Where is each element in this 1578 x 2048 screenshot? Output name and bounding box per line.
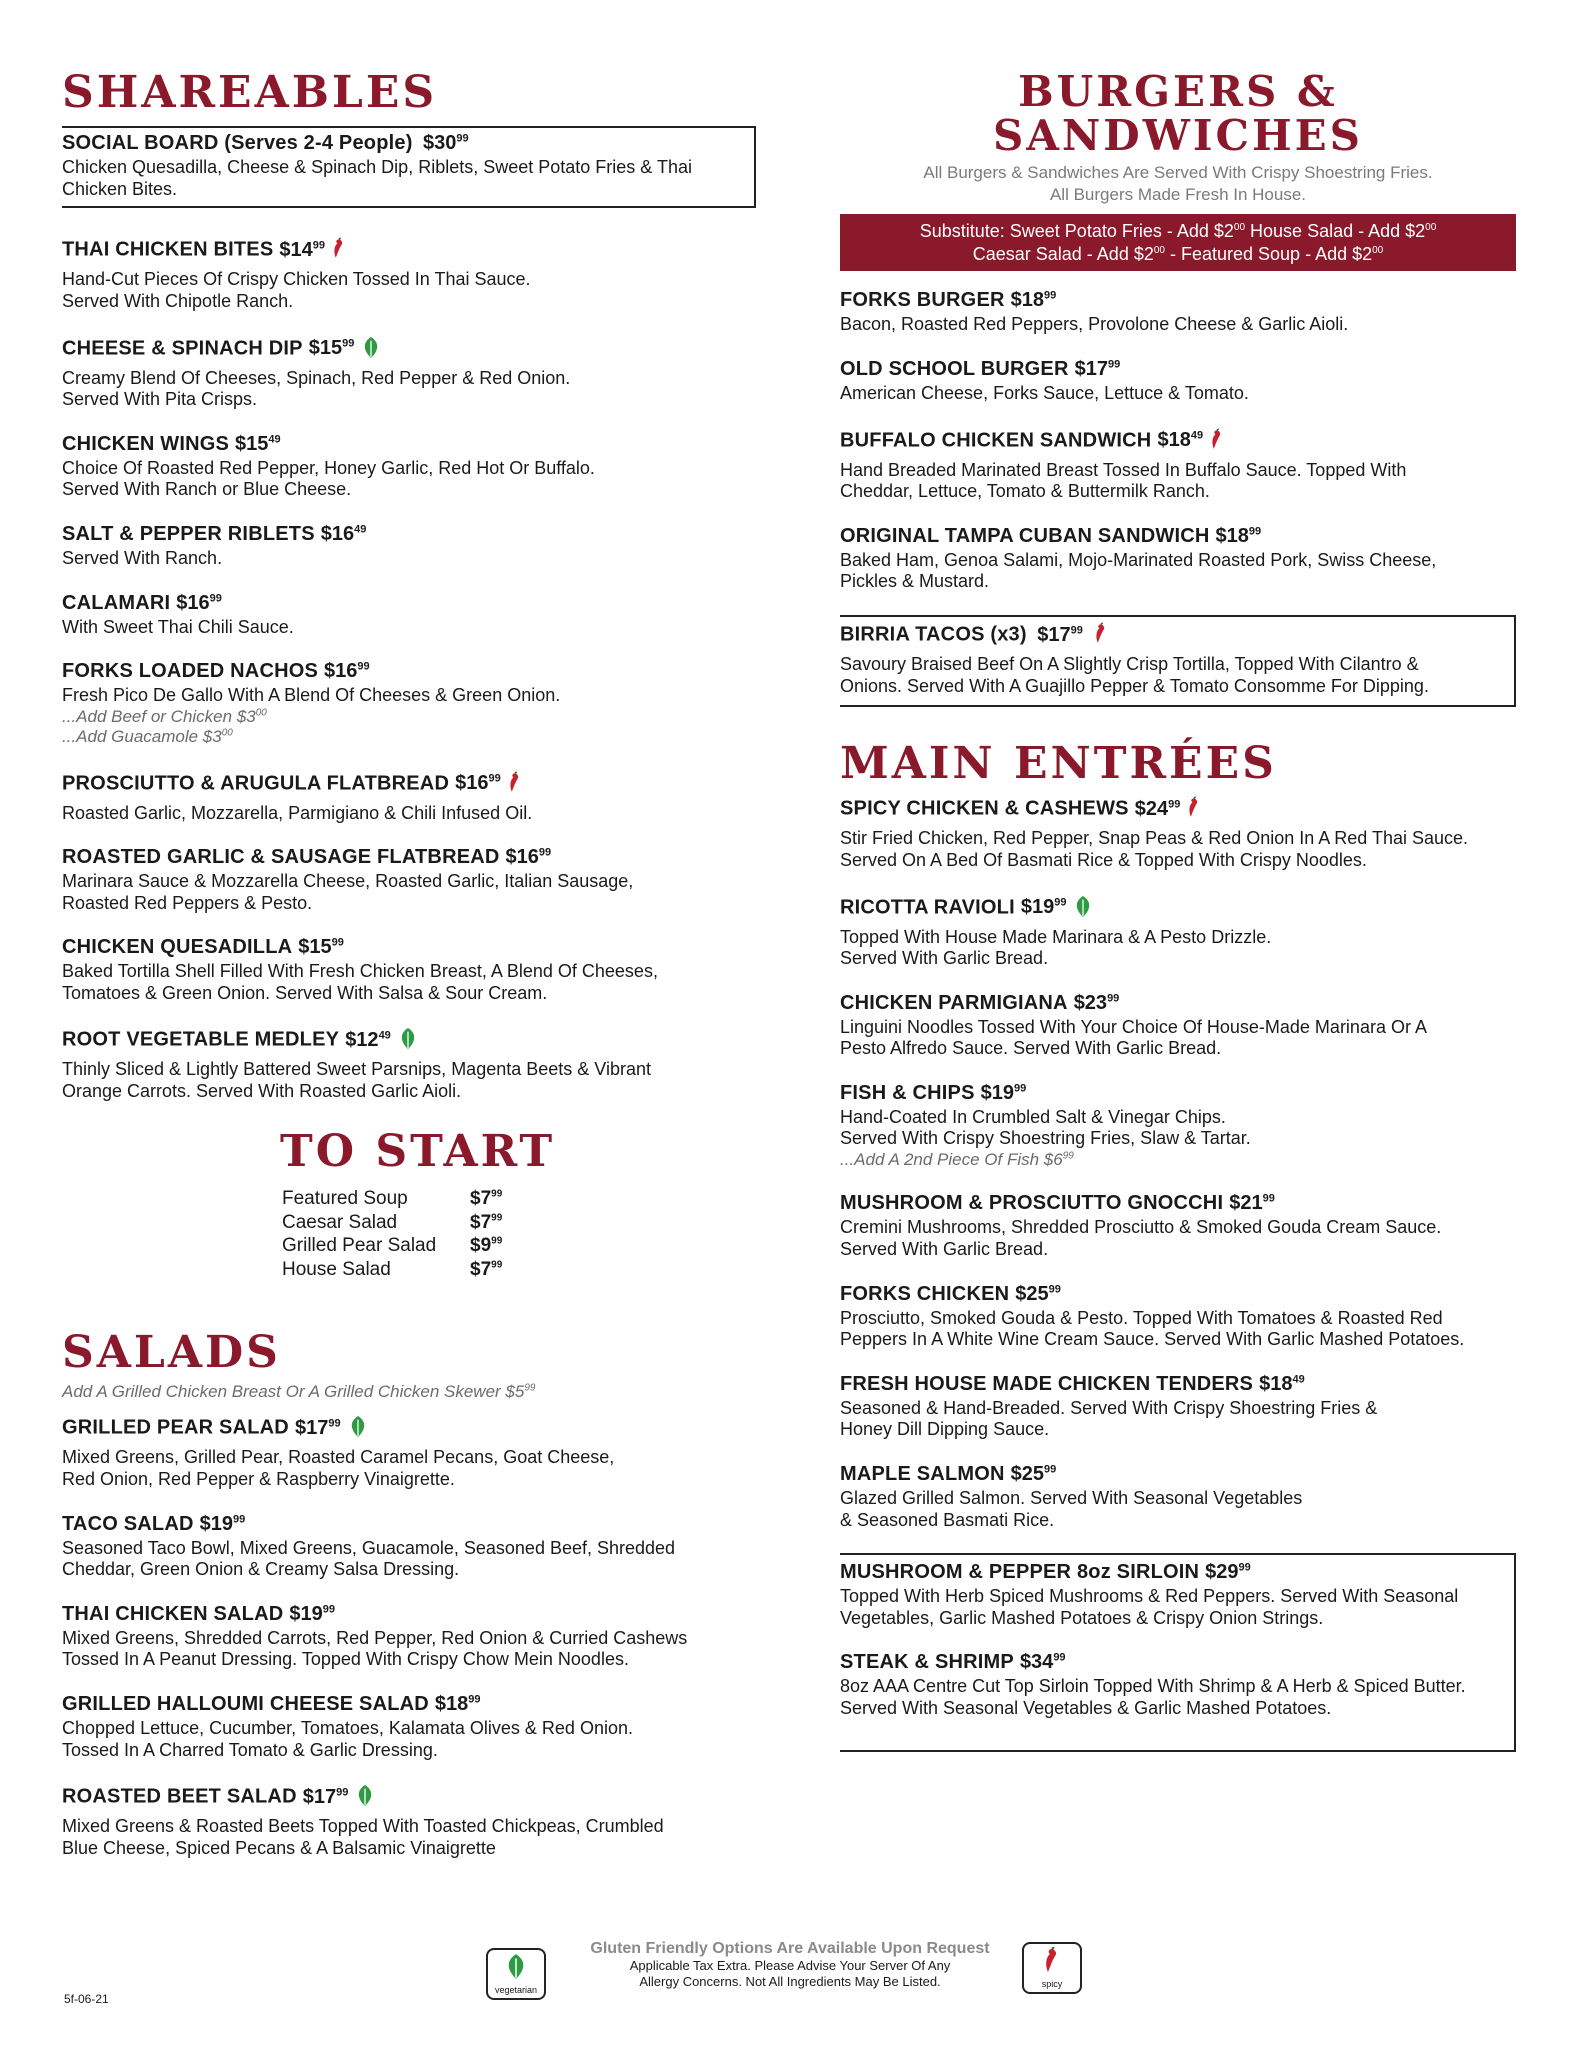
item-name: PROSCIUTTO & ARUGULA FLATBREAD — [62, 772, 450, 795]
menu-item — [62, 523, 752, 570]
menu-item — [840, 1373, 1516, 1441]
menu-item — [840, 525, 1516, 593]
item-description: Topped With House Made Marinara & A Pesto Drizzle. Served With Garlic Bread. — [840, 926, 1272, 969]
menu-item — [62, 592, 752, 639]
salads-list — [62, 1414, 752, 1859]
item-price: $\$17^{99}$ — [1074, 357, 1121, 380]
item-price: $\$30^{99}$ — [423, 132, 469, 155]
item-price: $\$12^{49}$ — [345, 1029, 391, 1052]
vegetarian-legend-badge: vegetarian — [486, 1948, 546, 2000]
vegetarian-icon — [347, 1414, 369, 1445]
menu-item — [62, 1414, 752, 1490]
burgers-intro: All Burgers & Sandwiches Are Served With Crispy Shoestring Fries. All Burgers Made Fresh In House. — [923, 163, 1433, 205]
to-start-item — [282, 1211, 752, 1235]
salads-note: Add A Grilled Chicken Breast Or A Grilled Chicken Skewer $\$5^{99}$ — [62, 1382, 536, 1402]
menu-item — [840, 358, 1516, 405]
item-price: $\$16^{99}$ — [176, 591, 222, 614]
to-start-title: TO START — [280, 1125, 556, 1177]
menu-item — [840, 795, 1516, 871]
item-price: $\$23^{99}$ — [1073, 991, 1120, 1014]
item-price: $\$25^{99}$ — [1015, 1282, 1061, 1305]
menu-item — [62, 1513, 752, 1581]
item-description: Seasoned Taco Bowl, Mixed Greens, Guacamole, Seasoned Beef, Shredded Cheddar, Green Onion & Creamy Salsa Dressing. — [62, 1537, 676, 1580]
item-price: $\$19^{99}$ — [1020, 896, 1067, 919]
item-name: ROASTED GARLIC & SAUSAGE FLATBREAD — [62, 846, 500, 869]
menu-item — [840, 1463, 1516, 1531]
item-name: ORIGINAL TAMPA CUBAN SANDWICH — [840, 524, 1210, 547]
item-name: MAPLE SALMON — [840, 1463, 1005, 1486]
item-description: Choice Of Roasted Red Pepper, Honey Garlic, Red Hot Or Buffalo. Served With Ranch or Blue Cheese. — [62, 457, 595, 500]
menu-item — [840, 1283, 1516, 1351]
item-addon: ...Add Beef or Chicken $\$3^{00}$ — [62, 706, 267, 726]
spicy-icon — [507, 770, 523, 801]
menu-item — [840, 289, 1516, 336]
item-name: ROASTED BEET SALAD — [62, 1785, 297, 1808]
item-description: Hand-Cut Pieces Of Crispy Chicken Tossed In Thai Sauce. Served With Chipotle Ranch. — [62, 269, 531, 311]
item-name: CHICKEN PARMIGIANA — [840, 991, 1068, 1014]
item-price: $\$14^{99}$ — [279, 239, 326, 262]
menu-item — [840, 1651, 1500, 1719]
item-price: $\$17^{99}$ — [1037, 623, 1083, 646]
menu-item — [62, 335, 752, 411]
to-start-item — [282, 1187, 752, 1211]
birria-box — [840, 615, 1516, 707]
item-price: $\$34^{99}$ — [1019, 1651, 1066, 1674]
item-name: MUSHROOM & PEPPER 8oz SIRLOIN — [840, 1561, 1200, 1584]
item-price: $\$25^{99}$ — [1010, 1463, 1057, 1486]
menu-item — [62, 1603, 752, 1671]
mains-boxed-box — [840, 1553, 1516, 1751]
vegetarian-icon — [1072, 894, 1094, 925]
spicy-icon — [1209, 427, 1225, 458]
item-price: $\$19^{99}$ — [980, 1081, 1027, 1104]
item-price: $\$16^{99}$ — [455, 772, 501, 795]
item-description: Fresh Pico De Gallo With A Blend Of Cheeses & Green Onion. — [62, 685, 561, 706]
menu-item — [62, 770, 752, 825]
item-description: Stir Fried Chicken, Red Pepper, Snap Peas & Red Onion In A Red Thai Sauce. Served On A Bed Of Basmati Rice & Topped With Crispy Noodles. — [840, 828, 1469, 870]
item-price: $\$29^{99}$ — [1205, 1561, 1251, 1584]
item-name: TACO SALAD — [62, 1512, 194, 1535]
item-price: $\$16^{99}$ — [505, 846, 552, 869]
item-price: $\$24^{99}$ — [1134, 798, 1181, 821]
item-description: 8oz AAA Centre Cut Top Sirloin Topped With Shrimp & A Herb & Spiced Butter. Served With Seasonal Vegetables & Garlic Mashed Potatoes. — [840, 1676, 1466, 1718]
item-description: Bacon, Roasted Red Peppers, Provolone Cheese & Garlic Aioli. — [840, 314, 1349, 335]
menu-item — [62, 660, 752, 747]
item-name: FORKS LOADED NACHOS — [62, 660, 319, 683]
item-name: STEAK & SHRIMP — [840, 1651, 1014, 1674]
item-price: $\$18^{99}$ — [434, 1692, 481, 1715]
item-description: Cremini Mushrooms, Shredded Prosciutto & Smoked Gouda Cream Sauce. Served With Garlic Bread. — [840, 1217, 1442, 1260]
item-name: SALT & PEPPER RIBLETS — [62, 522, 315, 545]
menu-code: 5f-06-21 — [64, 1992, 109, 2006]
vegetarian-icon — [360, 335, 382, 366]
item-name: BUFFALO CHICKEN SANDWICH — [840, 429, 1152, 452]
item-name: MUSHROOM & PROSCIUTTO GNOCCHI — [840, 1192, 1224, 1215]
spicy-icon — [331, 236, 347, 267]
shareables-list — [62, 236, 752, 1102]
spicy-icon — [1093, 621, 1109, 652]
item-price: $\$7^{99}$ — [470, 1211, 503, 1233]
substitute-banner: Substitute: Sweet Potato Fries - Add $\$2^{00}$ House Salad - Add $\$2^{00}$ Caesar Salad - Add $\$2^{00}$ - Featured Soup - Add $\$2^{00}$ — [840, 214, 1516, 271]
menu-item — [840, 427, 1516, 503]
item-description: Mixed Greens & Roasted Beets Topped With Toasted Chickpeas, Crumbled Blue Cheese, Spiced Pecans & A Balsamic Vinaigrette — [62, 1816, 664, 1858]
item-description: Chicken Quesadilla, Cheese & Spinach Dip, Riblets, Sweet Potato Fries & Thai Chicken Bites. — [62, 157, 692, 199]
item-description: Glazed Grilled Salmon. Served With Seasonal Vegetables & Seasoned Basmati Rice. — [840, 1488, 1303, 1530]
mains-list — [840, 795, 1516, 1531]
vegetarian-icon — [397, 1026, 419, 1057]
item-price: $\$19^{99}$ — [289, 1602, 335, 1625]
item-name: THAI CHICKEN SALAD — [62, 1602, 284, 1625]
item-name: CHICKEN WINGS — [62, 432, 230, 455]
item-price: $\$18^{49}$ — [1157, 429, 1204, 452]
item-description: Chopped Lettuce, Cucumber, Tomatoes, Kalamata Olives & Red Onion. Tossed In A Charred Tomato & Garlic Dressing. — [62, 1717, 633, 1760]
item-name: FORKS BURGER — [840, 289, 1005, 312]
item-name: CHEESE & SPINACH DIP — [62, 337, 303, 360]
item-name: Featured Soup — [282, 1187, 408, 1209]
item-description: Mixed Greens, Grilled Pear, Roasted Caramel Pecans, Goat Cheese, Red Onion, Red Pepper & Raspberry Vinaigrette. — [62, 1447, 615, 1490]
item-price: $\$9^{99}$ — [470, 1235, 503, 1257]
item-name: SPICY CHICKEN & CASHEWS — [840, 798, 1129, 821]
item-name: GRILLED HALLOUMI CHEESE SALAD — [62, 1692, 429, 1715]
menu-item — [840, 992, 1516, 1060]
item-name: Caesar Salad — [282, 1211, 398, 1233]
item-price: $\$16^{49}$ — [320, 522, 367, 545]
vegetarian-icon — [354, 1783, 376, 1814]
item-price: $\$7^{99}$ — [470, 1187, 503, 1209]
spicy-legend-badge: spicy — [1022, 1942, 1082, 1994]
burgers-list — [840, 289, 1516, 593]
item-name: ROOT VEGETABLE MEDLEY — [62, 1029, 340, 1052]
social-board-box — [62, 126, 756, 208]
menu-item — [840, 1561, 1500, 1629]
item-description: Thinly Sliced & Lightly Battered Sweet Parsnips, Magenta Beets & Vibrant Orange Carrots. Served With Roasted Garlic Aioli. — [62, 1059, 651, 1102]
menu-item — [840, 1192, 1516, 1260]
item-description: Hand-Coated In Crumbled Salt & Vinegar Chips. Served With Crispy Shoestring Fries, Slaw & Tartar. — [840, 1106, 1251, 1149]
item-price: $\$17^{99}$ — [302, 1785, 349, 1808]
menu-item — [62, 846, 752, 914]
to-start-item — [282, 1234, 752, 1258]
menu-item — [62, 1693, 752, 1761]
item-description: Mixed Greens, Shredded Carrots, Red Pepper, Red Onion & Curried Cashews Tossed In A Peanut Dressing. Topped With Crispy Chow Mein Noodles. — [62, 1627, 688, 1670]
item-price: $\$15^{99}$ — [308, 337, 355, 360]
item-description: Hand Breaded Marinated Breast Tossed In Buffalo Sauce. Topped With Cheddar, Lettuce, Tomato & Buttermilk Ranch. — [840, 459, 1407, 502]
item-description: Baked Tortilla Shell Filled With Fresh Chicken Breast, A Blend Of Cheeses, Tomatoes & Green Onion. Served With Salsa & Sour Cream. — [62, 961, 658, 1003]
menu-item — [62, 936, 752, 1004]
item-name: CHICKEN QUESADILLA — [62, 936, 293, 959]
item-addon: ...Add A 2nd Piece Of Fish $\$6^{99}$ — [840, 1150, 1074, 1170]
left-column — [62, 67, 752, 1881]
salads-title: SALADS — [62, 1326, 281, 1378]
item-name: OLD SCHOOL BURGER — [840, 357, 1069, 380]
item-description: Prosciutto, Smoked Gouda & Pesto. Topped With Tomatoes & Roasted Red Peppers In A White Wine Cream Sauce. Served With Garlic Mashed Potatoes. — [840, 1307, 1465, 1350]
item-name: BIRRIA TACOS (x3) — [840, 623, 1027, 646]
shareables-title: SHAREABLES — [62, 67, 438, 118]
item-description: Served With Ranch. — [62, 547, 223, 568]
item-name: RICOTTA RAVIOLI — [840, 896, 1015, 919]
item-price: $\$18^{99}$ — [1010, 289, 1057, 312]
menu-item — [62, 433, 752, 501]
item-description: Topped With Herb Spiced Mushrooms & Red Peppers. Served With Seasonal Vegetables, Garlic Mashed Potatoes & Crispy Onion Strings. — [840, 1586, 1459, 1628]
menu-item — [62, 236, 752, 312]
item-price: $\$18^{99}$ — [1215, 524, 1262, 547]
item-name: Grilled Pear Salad — [282, 1235, 437, 1257]
item-description: Creamy Blend Of Cheeses, Spinach, Red Pepper & Red Onion. Served With Pita Crisps. — [62, 367, 571, 410]
item-price: $\$18^{49}$ — [1259, 1372, 1305, 1395]
chili-pepper-icon — [1042, 1947, 1062, 1975]
item-description: Marinara Sauce & Mozzarella Cheese, Roasted Garlic, Italian Sausage, Roasted Red Peppers & Pesto. — [62, 871, 634, 913]
burgers-title: BURGERS & SANDWICHES — [993, 67, 1363, 161]
footer-notice: Gluten Friendly Options Are Available Upon Request Applicable Tax Extra. Please Advise Your Server Of Any Allergy Concerns. Not All Ingredients May Be Listed. — [590, 1940, 990, 1990]
menu-item — [840, 1082, 1516, 1171]
footer — [0, 1930, 1578, 2030]
item-price: $\$16^{99}$ — [324, 660, 370, 683]
item-name: THAI CHICKEN BITES — [62, 239, 274, 262]
main-entrees-title: MAIN ENTRÉES — [840, 738, 1277, 790]
item-name: FORKS CHICKEN — [840, 1282, 1010, 1305]
leaf-icon — [503, 1953, 529, 1981]
item-name: SOCIAL BOARD (Serves 2-4 People) — [62, 132, 413, 155]
item-name: FISH & CHIPS — [840, 1081, 975, 1104]
menu-item — [840, 894, 1516, 970]
item-price: $\$17^{99}$ — [294, 1417, 341, 1440]
item-description: Baked Ham, Genoa Salami, Mojo-Marinated Roasted Pork, Swiss Cheese, Pickles & Mustard. — [840, 549, 1437, 592]
item-name: CALAMARI — [62, 591, 171, 614]
right-column — [840, 67, 1516, 1780]
menu-item — [62, 1026, 752, 1102]
item-description: Linguini Noodles Tossed With Your Choice Of House-Made Marinara Or A Pesto Alfredo Sauce. Served With Garlic Bread. — [840, 1016, 1427, 1059]
item-description: Seasoned & Hand-Breaded. Served With Crispy Shoestring Fries & Honey Dill Dipping Sauce. — [840, 1397, 1378, 1440]
item-name: GRILLED PEAR SALAD — [62, 1417, 289, 1440]
item-description: Savoury Braised Beef On A Slightly Crisp Tortilla, Topped With Cilantro & Onions. Served With A Guajillo Pepper & Tomato Consomme For Dipping. — [840, 653, 1429, 696]
to-start-list — [282, 1187, 752, 1282]
item-price: $\$21^{99}$ — [1229, 1192, 1275, 1215]
item-name: House Salad — [282, 1259, 391, 1281]
item-description: With Sweet Thai Chili Sauce. — [62, 616, 294, 637]
menu-item — [62, 1783, 752, 1859]
to-start-item — [282, 1258, 752, 1282]
item-price: $\$15^{99}$ — [298, 936, 344, 959]
item-name: FRESH HOUSE MADE CHICKEN TENDERS — [840, 1372, 1254, 1395]
item-price: $\$15^{49}$ — [235, 432, 281, 455]
item-price: $\$19^{99}$ — [199, 1512, 246, 1535]
spicy-icon — [1186, 795, 1202, 826]
item-description: Roasted Garlic, Mozzarella, Parmigiano & Chili Infused Oil. — [62, 802, 533, 823]
item-addon: ...Add Guacamole $\$3^{00}$ — [62, 727, 233, 747]
item-price: $\$7^{99}$ — [470, 1259, 503, 1281]
item-description: American Cheese, Forks Sauce, Lettuce & Tomato. — [840, 382, 1249, 403]
